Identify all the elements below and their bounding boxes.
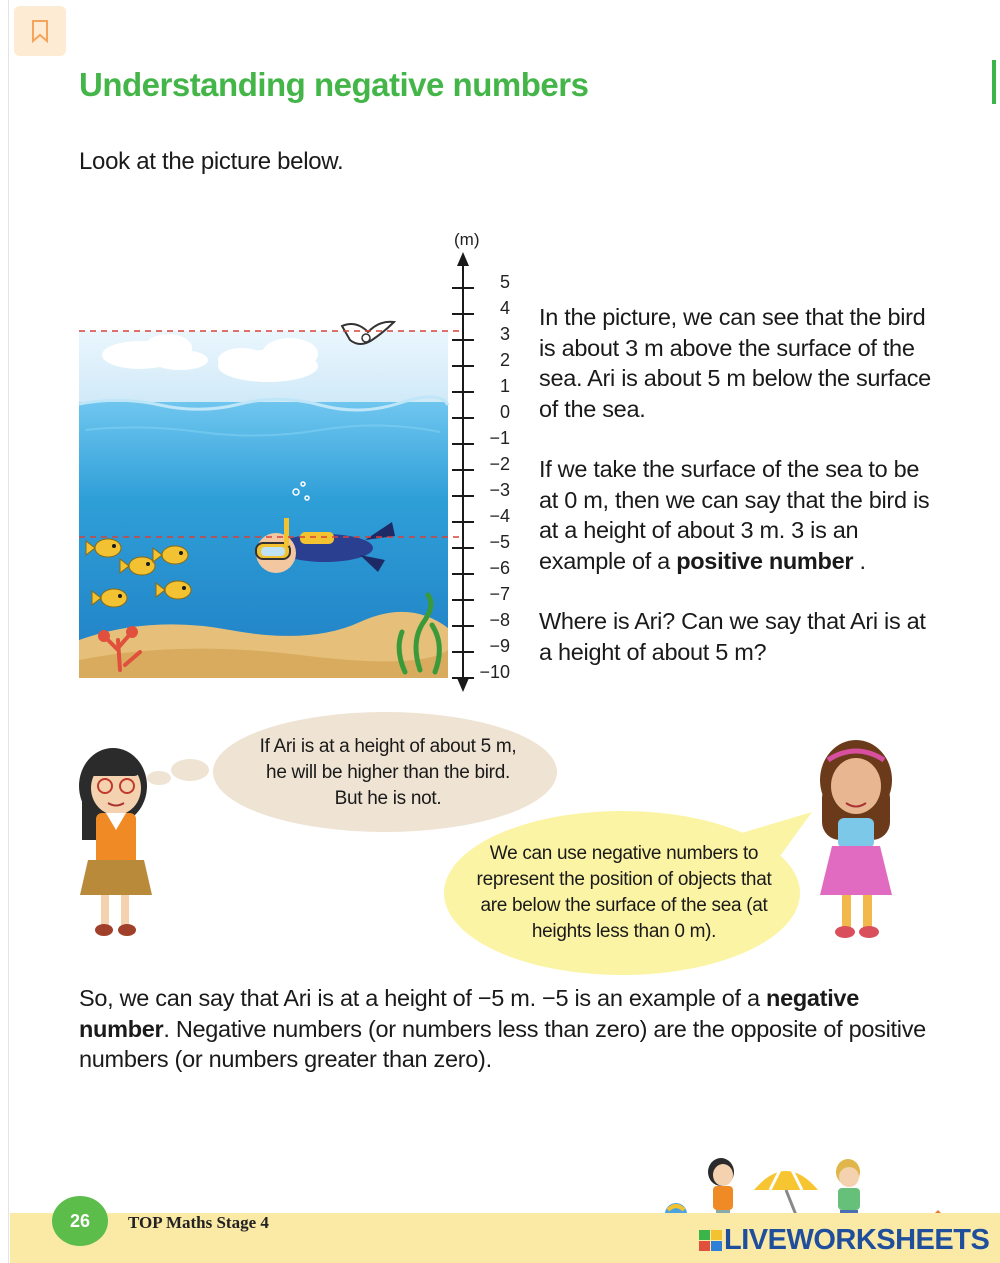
brand-text: LIVEWORKSHEETS	[724, 1224, 990, 1256]
page-title: Understanding negative numbers	[79, 66, 589, 103]
left-bubble-text: If Ari is at a height of about 5 m, he will be higher than the bird. But he is not.	[259, 736, 517, 809]
book-title: TOP Maths Stage 4	[128, 1213, 269, 1232]
explanation-p3: Where is Ari? Can we say that Ari is at a height of about 5 m?	[539, 608, 926, 665]
scale-unit: (m)	[454, 230, 480, 249]
scale-tick-label: −9	[489, 636, 510, 656]
liveworksheets-brand[interactable]	[724, 1224, 989, 1257]
scale-tick-label: −10	[479, 662, 510, 682]
scale-tick-label: −4	[489, 506, 510, 526]
girl-with-glasses	[79, 748, 152, 936]
scale-tick-label: −6	[489, 558, 510, 578]
scale-tick-label: 1	[499, 376, 510, 396]
explanation-p2-end: .	[859, 547, 866, 574]
negative-number-term: negative number	[79, 985, 859, 1042]
explanation-p1: In the picture, we can see that the bird is about 3 m above the surface of the sea. Ari is about 5 m below the surface of the sea.	[539, 304, 931, 422]
explanation-p2-text: If we take the surface of the sea to be at 0 m, then we can say that the bird is at a height of about 3 m. 3 is an example of a	[539, 456, 930, 574]
scale-tick-label: 5	[499, 272, 510, 292]
girl-with-headband	[820, 740, 892, 938]
positive-number-term: positive number	[676, 547, 854, 574]
scale-tick-label: 3	[499, 324, 510, 344]
page-number-badge: 26	[52, 1196, 108, 1246]
summary-paragraph	[79, 983, 939, 1075]
intro-text: Look at the picture below.	[79, 148, 344, 175]
summary-start: So, we can say that Ari is at a height of −5 m. −5 is an example of a	[79, 985, 760, 1011]
scale-tick-label: −3	[489, 480, 510, 500]
scale-tick-label: −5	[489, 532, 510, 552]
scale-tick-label: 0	[499, 402, 510, 422]
summary-end: . Negative numbers (or numbers less than zero) are the opposite of positive numbers (or numbers greater than zero).	[79, 1015, 926, 1072]
scale-tick-label: −8	[489, 610, 510, 630]
liveworksheets-logo-icon	[699, 1230, 723, 1252]
scale-tick-label: 2	[499, 350, 510, 370]
scale-tick-label: −1	[489, 428, 510, 448]
right-bubble-text: We can use negative numbers to represent the position of objects that are below the surface of the sea (at heights less than 0 m).	[476, 843, 772, 942]
scale-tick-label: 4	[499, 298, 510, 318]
scale-tick-label: −7	[489, 584, 510, 604]
scale-tick-label: −2	[489, 454, 510, 474]
